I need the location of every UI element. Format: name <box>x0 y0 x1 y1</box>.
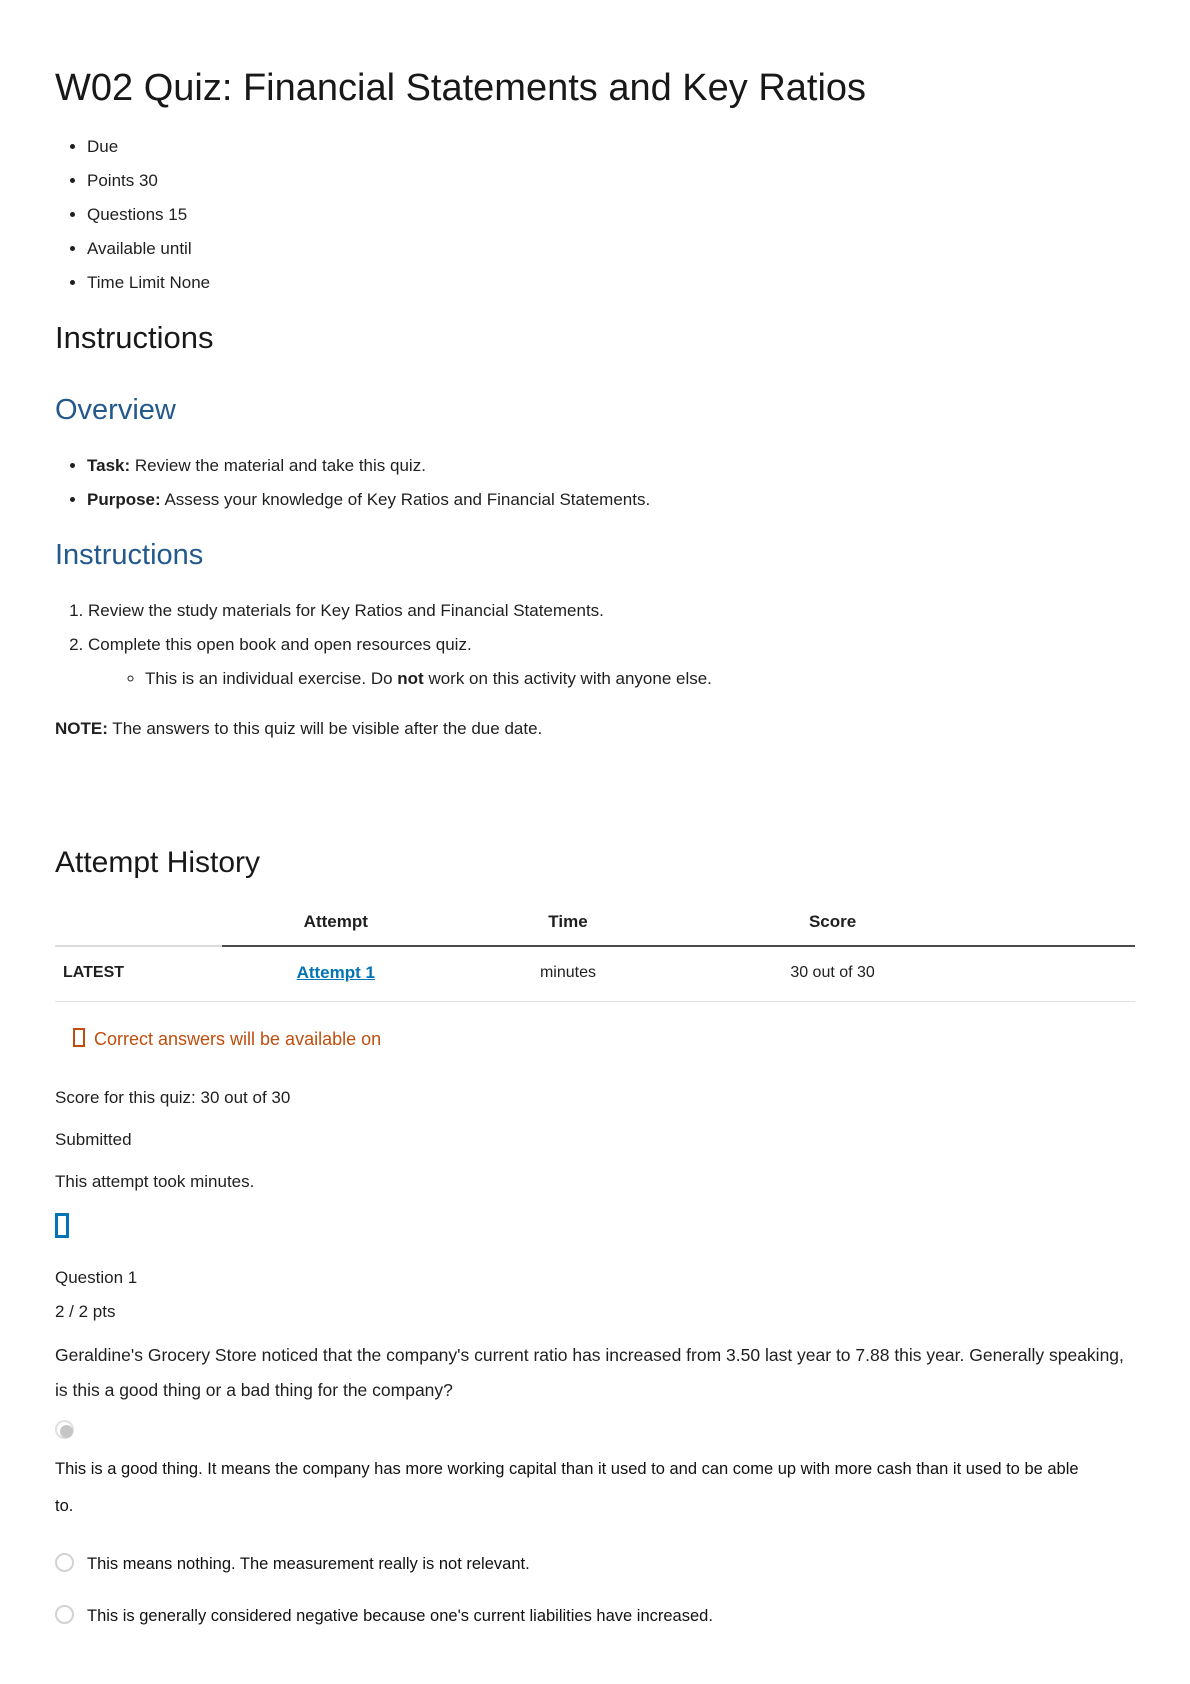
overview-list <box>55 449 1135 517</box>
quiz-detail-questions: • Questions 15 <box>87 198 1135 232</box>
overview-heading: Overview <box>55 394 176 426</box>
answer-option-3 <box>55 1603 1135 1629</box>
attempt-col-score: Score <box>687 902 979 946</box>
attempt-1-link[interactable]: Attempt 1 <box>296 963 375 982</box>
quiz-detail-time-limit: • Time Limit None <box>87 266 1135 300</box>
substep-item <box>145 662 1135 696</box>
overview-task-item <box>87 449 1135 483</box>
attempt-col-attempt: Attempt <box>222 902 449 946</box>
note-label: NOTE: <box>55 719 108 738</box>
attempt-col-time: Time <box>449 902 687 946</box>
substep-pre: This is an individual exercise. Do <box>145 669 398 688</box>
quiz-details-list <box>55 130 1135 300</box>
substep-post: work on this activity with anyone else. <box>423 669 712 688</box>
missing-glyph-icon <box>73 1028 85 1047</box>
attempt-history-table <box>55 902 1135 1002</box>
steps-heading: Instructions <box>55 539 204 571</box>
answer-option-1-text: This is a good thing. It means the company has more working capital than it used to and can come up with more cash than it used to be able to. <box>55 1460 1079 1515</box>
task-text: Review the material and take this quiz. <box>130 456 426 475</box>
overview-purpose-item <box>87 483 1135 517</box>
purpose-text: Assess your knowledge of Key Ratios and Financial Statements. <box>160 490 651 509</box>
attempt-row-link-cell <box>222 946 449 1002</box>
substep-bold: not <box>397 669 424 688</box>
missing-glyph-icon <box>55 1213 69 1238</box>
radio-unselected-icon[interactable] <box>55 1553 74 1572</box>
quiz-score-line: Score for this quiz: 30 out of 30 <box>55 1088 291 1107</box>
attempt-row-score: 30 out of 30 <box>687 946 979 1002</box>
answer-option-2 <box>55 1551 1135 1577</box>
step-2-text: Complete this open book and open resources quiz. <box>88 635 472 654</box>
attempt-row-label: LATEST <box>55 946 222 1002</box>
purpose-label: Purpose: <box>87 490 161 509</box>
answer-option-2-text: This means nothing. The measurement really is not relevant. <box>87 1555 530 1573</box>
table-row <box>55 946 1135 1002</box>
step-item-1: 1. Review the study materials for Key Ratios and Financial Statements. <box>88 594 1135 628</box>
radio-unselected-icon[interactable] <box>55 1605 74 1624</box>
question-1-label: Question 1 <box>55 1268 138 1287</box>
instructions-heading: Instructions <box>55 320 214 355</box>
radio-selected-icon[interactable] <box>55 1420 74 1439</box>
question-1-text: Geraldine's Grocery Store noticed that the company's current ratio has increased from 3.50 last year to 7.88 this year. Generally speaking, is this a good thing or a bad thing for the company? <box>55 1345 1124 1400</box>
attempt-col-blank <box>55 902 222 946</box>
question-1-points: 2 / 2 pts <box>55 1302 116 1321</box>
attempt-row-time: minutes <box>449 946 687 1002</box>
task-label: Task: <box>87 456 131 475</box>
attempt-col-filler <box>978 902 1135 946</box>
substeps-list <box>88 662 1135 696</box>
quiz-detail-due: • Due <box>87 130 1135 164</box>
steps-list <box>55 594 1135 696</box>
quiz-detail-available: • Available until <box>87 232 1135 266</box>
attempt-duration-line: This attempt took minutes. <box>55 1172 255 1191</box>
note-text: The answers to this quiz will be visible after the due date. <box>107 719 543 738</box>
quiz-detail-points: • Points 30 <box>87 164 1135 198</box>
step-item-2 <box>88 628 1135 696</box>
note-line <box>55 712 1135 746</box>
availability-notice <box>73 1024 1135 1054</box>
page-title: W02 Quiz: Financial Statements and Key Ratios <box>55 67 867 109</box>
attempt-history-heading: Attempt History <box>55 846 261 879</box>
attempt-row-filler <box>978 946 1135 1002</box>
attempt-table-header-row <box>55 902 1135 946</box>
answer-option-3-text: This is generally considered negative because one's current liabilities have increased. <box>87 1607 713 1625</box>
answer-option-1 <box>55 1420 1135 1525</box>
availability-notice-text: Correct answers will be available on <box>94 1029 382 1049</box>
submitted-line: Submitted <box>55 1130 132 1149</box>
